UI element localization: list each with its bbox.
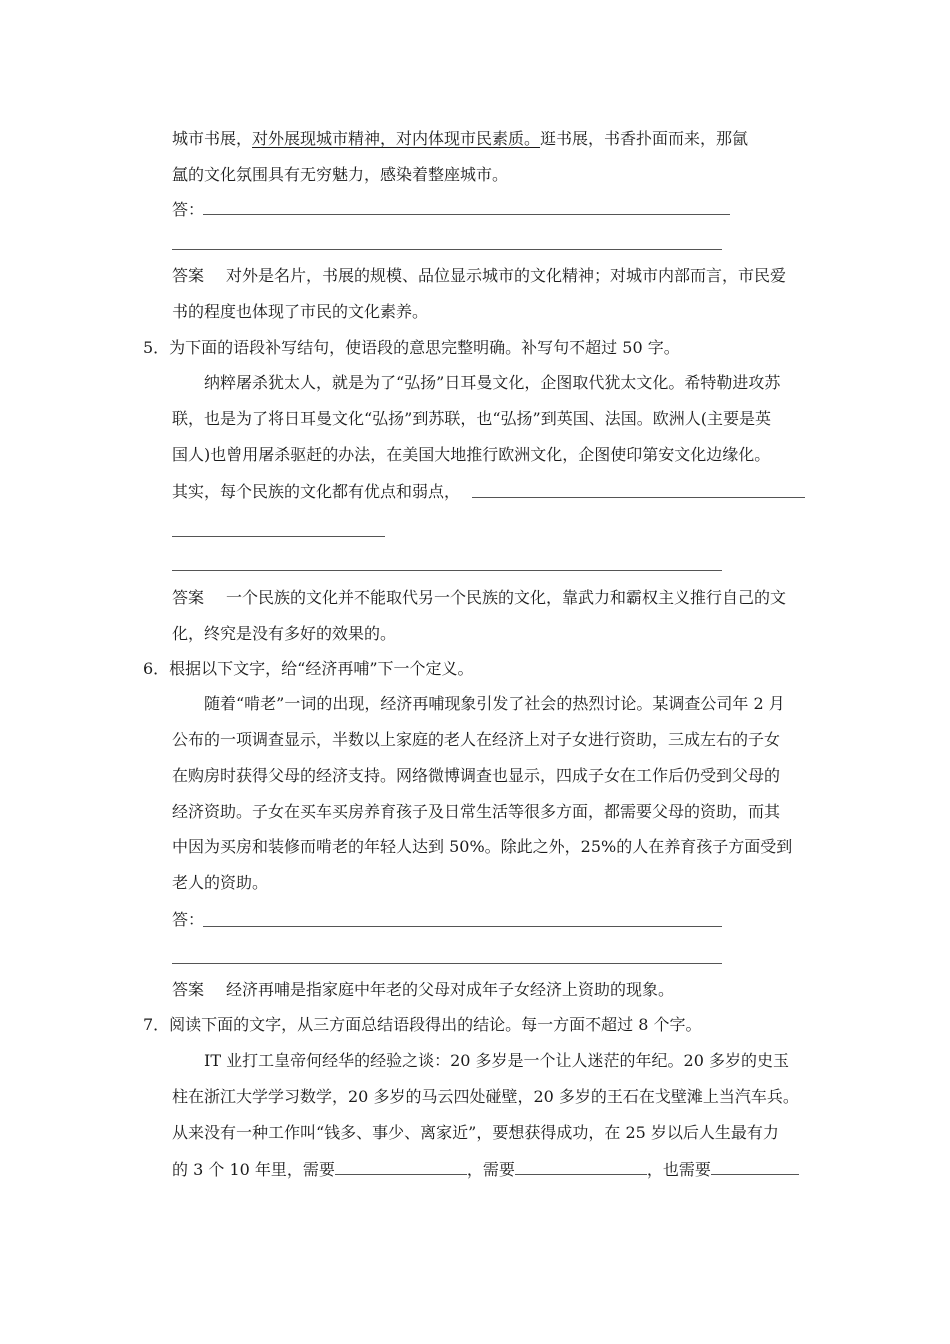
text: 逛书展，书香扑面而来，那氤 — [540, 129, 749, 148]
passage-line: 在购房时获得父母的经济支持。网络微博调查也显示，四成子女在工作后仍受到父母的 — [172, 766, 781, 785]
answer-label: 答： — [172, 200, 205, 219]
answer-line-2: 化，终究是没有多好的效果的。 — [172, 624, 397, 643]
passage-line-2: 氲的文化氛围具有无穷魅力，感染着整座城市。 — [172, 165, 509, 184]
text: ，需要 — [466, 1160, 515, 1179]
answer-line-1 — [172, 266, 786, 286]
passage-line: 公布的一项调查显示，半数以上家庭的老人在经济上对子女进行资助，三成左右的子女 — [172, 730, 781, 749]
answer-prefix: 答案 — [172, 266, 205, 285]
passage-line-fill — [172, 1159, 799, 1180]
passage-line: 国人)也曾用屠杀驱赶的办法，在美国大地推行欧洲文化，企图使印第安文化边缘化。 — [172, 445, 771, 464]
answer-line[interactable] — [172, 249, 722, 250]
answer-text: 一个民族的文化并不能取代另一个民族的文化，靠武力和霸权主义推行自己的文 — [226, 588, 787, 607]
fill-blank-2[interactable] — [515, 1159, 647, 1175]
answer-line-2: 书的程度也体现了市民的文化素养。 — [172, 302, 429, 321]
answer-label: 答： — [172, 910, 205, 929]
passage-line: 老人的资助。 — [172, 873, 269, 892]
passage-line-1 — [172, 129, 748, 149]
fill-blank-3[interactable] — [711, 1159, 799, 1175]
fill-line[interactable] — [472, 497, 805, 498]
answer-line-1 — [172, 980, 674, 1000]
question-title: 5．为下面的语段补写结句，使语段的意思完整明确。补写句不超过 50 字。 — [143, 338, 680, 357]
passage-line: 柱在浙江大学学习数学，20 多岁的马云四处碰壁，20 多岁的王石在戈壁滩上当汽车兵。 — [172, 1087, 799, 1106]
answer-line[interactable] — [203, 926, 722, 927]
passage-line: 从来没有一种工作叫“钱多、事少、离家近”，要想获得成功，在 25 岁以后人生最有力 — [172, 1123, 779, 1142]
question-title: 6．根据以下文字，给“经济再哺”下一个定义。 — [143, 659, 474, 678]
text: 城市书展， — [172, 129, 253, 148]
passage-line: 随着“啃老”一词的出现，经济再哺现象引发了社会的热烈讨论。某调查公司年 2 月 — [204, 694, 785, 713]
answer-line[interactable] — [172, 963, 722, 964]
fill-blank-1[interactable] — [335, 1159, 467, 1175]
fill-line[interactable] — [172, 570, 722, 571]
passage-line: 其实，每个民族的文化都有优点和弱点， — [172, 482, 461, 501]
answer-line[interactable] — [203, 214, 730, 215]
passage-line: 经济资助。子女在买车买房养育孩子及日常生活等很多方面，都需要父母的资助，而其 — [172, 802, 781, 821]
answer-prefix: 答案 — [172, 588, 205, 607]
answer-prefix: 答案 — [172, 980, 205, 999]
question-title: 7．阅读下面的文字，从三方面总结语段得出的结论。每一方面不超过 8 个字。 — [143, 1015, 702, 1034]
text: ，也需要 — [646, 1160, 711, 1179]
answer-text: 对外是名片，书展的规模、品位显示城市的文化精神；对城市内部而言，市民爱 — [226, 266, 787, 285]
underlined-sentence: 对外展现城市精神，对内体现市民素质。 — [252, 129, 541, 148]
passage-line: 中因为买房和装修而啃老的年轻人达到 50%。除此之外，25%的人在养育孩子方面受到 — [172, 837, 793, 856]
answer-line-1 — [172, 588, 786, 608]
passage-line: 纳粹屠杀犹太人，就是为了“弘扬”日耳曼文化，企图取代犹太文化。希特勒进攻苏 — [204, 373, 781, 392]
fill-line[interactable] — [172, 536, 385, 537]
text: 的 3 个 10 年里，需要 — [172, 1160, 335, 1179]
passage-line: IT 业打工皇帝何经华的经验之谈：20 多岁是一个让人迷茫的年纪。20 多岁的史玉 — [204, 1051, 789, 1070]
passage-line: 联，也是为了将日耳曼文化“弘扬”到苏联，也“弘扬”到英国、法国。欧洲人(主要是英 — [172, 409, 771, 428]
answer-text: 经济再哺是指家庭中年老的父母对成年子女经济上资助的现象。 — [226, 980, 675, 999]
